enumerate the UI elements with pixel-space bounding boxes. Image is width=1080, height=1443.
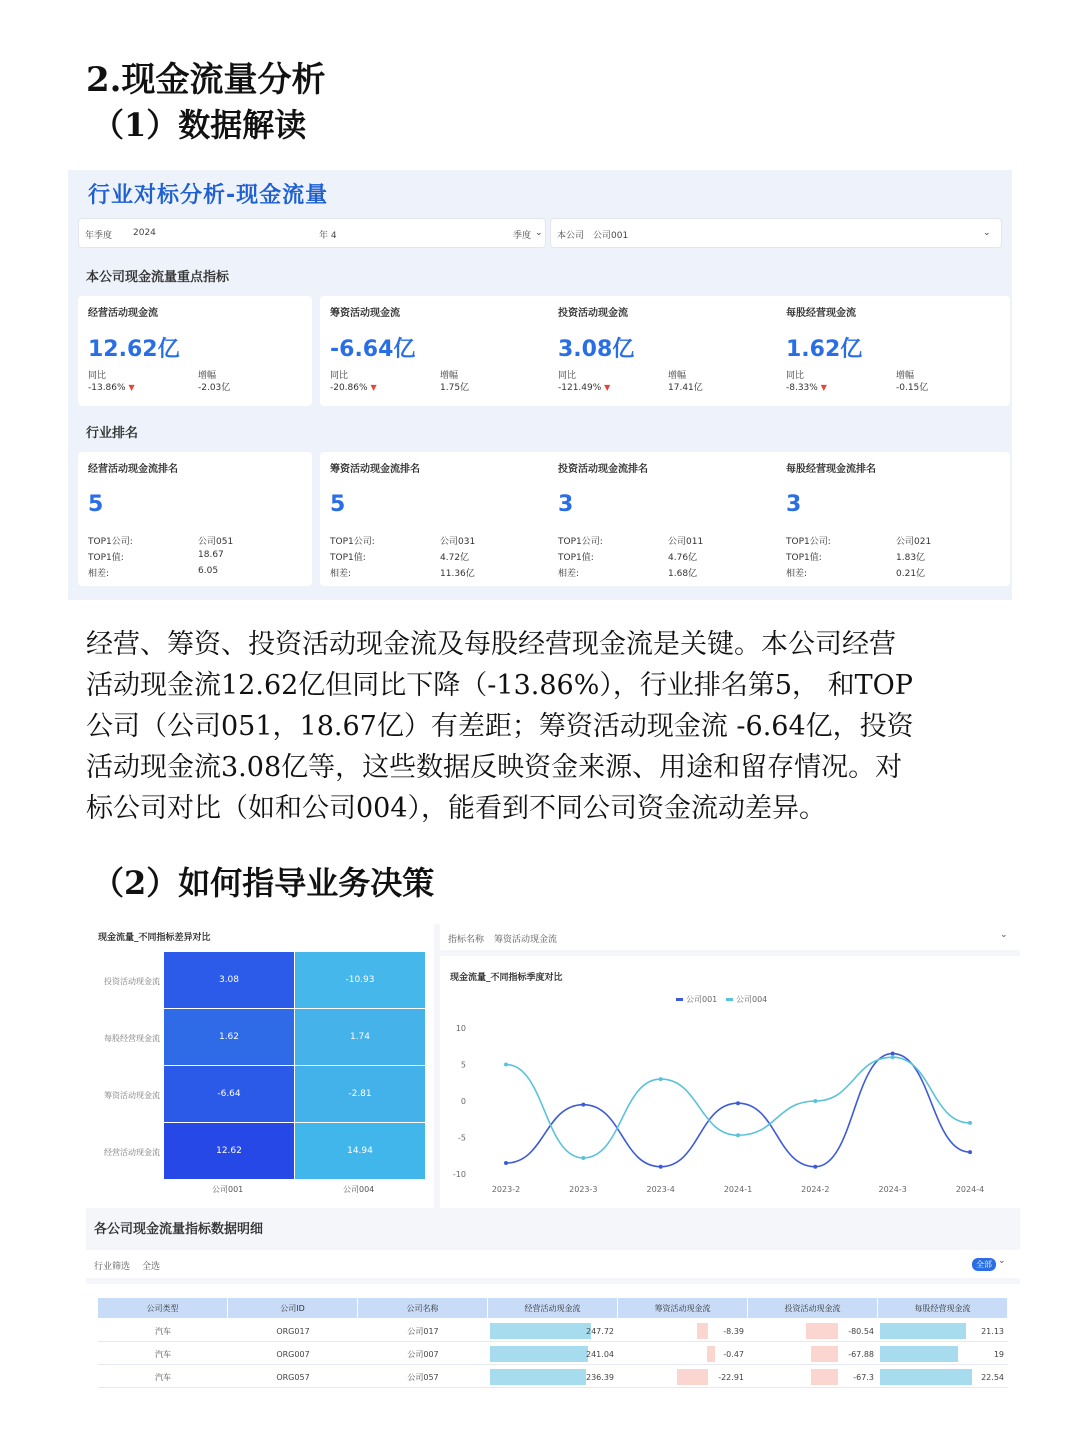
down-arrow-icon: ▼ — [604, 383, 611, 392]
heatmap-row-label: 每股经营现金流 — [104, 1034, 160, 1043]
x-tick-label: 2024-1 — [723, 1185, 753, 1194]
yoy-label: 同比 — [330, 371, 349, 381]
table-cell: -67.88 — [848, 1349, 874, 1359]
kpi-value: 1.62亿 — [786, 337, 863, 362]
data-point[interactable] — [659, 1165, 663, 1169]
data-point[interactable] — [891, 1052, 895, 1056]
top1-company-label: TOP1公司: — [786, 537, 831, 547]
y-tick-label: 10 — [455, 1024, 466, 1033]
down-arrow-icon: ▼ — [370, 383, 377, 392]
kpi-title: 投资活动现金流 — [558, 308, 628, 319]
yoy-label: 同比 — [786, 371, 805, 381]
heatmap-row-label: 投资活动现金流 — [104, 977, 160, 986]
indicator-label: 指标名称 — [448, 935, 485, 945]
x-tick-label: 2024-2 — [801, 1185, 830, 1194]
filter-quarter: 季度 — [513, 231, 532, 241]
line-chart — [440, 956, 1020, 1208]
paragraph-line: 活动现金流12.62亿但同比下降（-13.86%），行业排名第5， 和TOP — [86, 670, 913, 701]
top1-company-label: TOP1公司: — [88, 537, 133, 547]
yoy-label: 同比 — [88, 371, 107, 381]
x-tick-label: 2023-3 — [569, 1185, 598, 1194]
rank-card — [78, 452, 312, 586]
chevron-down-icon: ⌄ — [983, 228, 991, 238]
yoy-label: 同比 — [558, 371, 577, 381]
table-header[interactable]: 公司类型 — [98, 1298, 228, 1318]
heatmap-col-label: 公司001 — [212, 1185, 244, 1194]
top1-value-label: TOP1值: — [786, 553, 822, 563]
top1-value-label: TOP1值: — [88, 553, 124, 563]
rank-value: 5 — [88, 492, 104, 517]
data-point[interactable] — [736, 1101, 740, 1105]
kpi-title: 经营活动现金流 — [88, 308, 158, 319]
heatmap-cell: -2.81 — [295, 1066, 425, 1122]
detail-title: 各公司现金流量指标数据明细 — [94, 1222, 264, 1237]
x-tick-label: 2024-3 — [878, 1185, 907, 1194]
filter-label: 年季度 — [85, 231, 113, 241]
filter-label: 本公司 — [557, 231, 585, 241]
inc-label: 增幅 — [668, 371, 687, 381]
yoy-value: -13.86% ▼ — [88, 383, 135, 393]
table-header[interactable]: 公司ID — [228, 1298, 358, 1318]
gap-label: 相差: — [88, 569, 110, 579]
top1-value-label: TOP1值: — [330, 553, 366, 563]
x-tick-label: 2024-4 — [955, 1185, 985, 1194]
gap-value: 0.21亿 — [896, 569, 926, 579]
top1-company-label: TOP1公司: — [330, 537, 375, 547]
paragraph-line: 标公司对比（如和公司004），能看到不同公司资金流动差异。 — [86, 793, 827, 824]
inc-value: 17.41亿 — [668, 383, 703, 393]
table-cell: -0.47 — [723, 1349, 744, 1359]
heatmap-cell: 14.94 — [295, 1123, 425, 1179]
data-point[interactable] — [813, 1099, 817, 1103]
company-filter[interactable] — [550, 218, 1002, 248]
heatmap-row-label: 筹资活动现金流 — [104, 1091, 160, 1100]
heatmap-title: 现金流量_不同指标差异对比 — [98, 933, 211, 943]
dashboard-screenshot — [68, 170, 1012, 600]
data-point[interactable] — [736, 1133, 740, 1137]
table-header[interactable]: 每股经营现金流 — [878, 1298, 1008, 1318]
rank-section-title: 行业排名 — [86, 426, 139, 441]
heatmap-cell: 1.62 — [164, 1009, 294, 1065]
kpi-card — [78, 296, 312, 406]
interpretation-paragraph — [86, 624, 996, 829]
kpi-value: -6.64亿 — [330, 337, 416, 362]
inc-label: 增幅 — [896, 371, 915, 381]
heatmap-cell: -10.93 — [295, 952, 425, 1008]
inc-value: 1.75亿 — [440, 383, 470, 393]
subsection-heading-interpretation: （1）数据解读 — [92, 106, 307, 144]
top1-company-label: TOP1公司: — [558, 537, 603, 547]
data-point[interactable] — [504, 1161, 508, 1165]
chevron-down-icon: ⌄ — [1000, 930, 1008, 940]
inc-label: 增幅 — [440, 371, 459, 381]
table-cell: -67.3 — [853, 1372, 874, 1382]
rank-value: 3 — [786, 492, 802, 517]
data-point[interactable] — [504, 1063, 508, 1067]
indicator-value: 筹资活动现金流 — [494, 935, 558, 945]
all-badge[interactable]: 全部 — [972, 1258, 996, 1271]
table-cell: -22.91 — [718, 1372, 744, 1382]
rank-value: 3 — [558, 492, 574, 517]
gap-label: 相差: — [330, 569, 352, 579]
data-point[interactable] — [659, 1077, 663, 1081]
table-cell: 汽车 — [155, 1349, 171, 1359]
y-tick-label: -5 — [458, 1133, 466, 1143]
x-tick-label: 2023-2 — [491, 1185, 521, 1194]
rank-title: 投资活动现金流排名 — [558, 464, 648, 475]
heatmap-col-label: 公司004 — [343, 1185, 375, 1194]
table-cell: ORG007 — [276, 1349, 310, 1359]
industry-filter-value: 全选 — [142, 1262, 161, 1272]
data-point[interactable] — [581, 1156, 585, 1160]
top1-value: 18.67 — [198, 550, 224, 560]
x-tick-label: 2023-4 — [646, 1185, 675, 1194]
top1-company: 公司051 — [198, 537, 234, 547]
yoy-value: -8.33% ▼ — [786, 383, 827, 393]
down-arrow-icon: ▼ — [128, 383, 135, 392]
legend-swatch[interactable] — [726, 998, 733, 1001]
table-cell: 汽车 — [155, 1372, 171, 1382]
kpi-value: 3.08亿 — [558, 337, 635, 362]
data-point[interactable] — [581, 1103, 585, 1107]
series-line — [506, 1054, 970, 1167]
table-cell: ORG057 — [276, 1372, 310, 1382]
inc-value: -0.15亿 — [896, 383, 929, 393]
paragraph-line: 活动现金流3.08亿等，这些数据反映资金来源、用途和留存情况。对 — [86, 752, 903, 783]
rank-card — [320, 452, 554, 586]
industry-filter-label: 行业筛选 — [94, 1262, 131, 1272]
line-chart-panel — [440, 956, 1020, 1208]
table-cell: -80.54 — [848, 1326, 874, 1336]
table-cell: 汽车 — [155, 1326, 171, 1336]
down-arrow-icon: ▼ — [820, 383, 827, 392]
rank-title: 经营活动现金流排名 — [88, 464, 178, 475]
heatmap-cell: -6.64 — [164, 1066, 294, 1122]
rank-value: 5 — [330, 492, 346, 517]
gap-value: 1.68亿 — [668, 569, 698, 579]
table-cell: 19 — [993, 1349, 1004, 1359]
data-point[interactable] — [968, 1121, 972, 1125]
filter-company-value: 公司001 — [593, 231, 629, 241]
top1-value: 1.83亿 — [896, 553, 926, 563]
table-cell: 21.13 — [981, 1326, 1004, 1336]
kpi-title: 每股经营现金流 — [786, 308, 856, 319]
year-quarter-filter[interactable] — [78, 218, 546, 248]
chevron-down-icon: ⌄ — [998, 1256, 1006, 1266]
industry-filter[interactable] — [86, 1250, 1020, 1278]
gap-label: 相差: — [786, 569, 808, 579]
gap-value: 6.05 — [198, 566, 219, 576]
kpi-value: 12.62亿 — [88, 337, 180, 362]
table-header[interactable]: 公司名称 — [358, 1298, 488, 1318]
top1-value: 4.72亿 — [440, 553, 470, 563]
table-header[interactable]: 筹资活动现金流 — [618, 1298, 748, 1318]
top1-value-label: TOP1值: — [558, 553, 594, 563]
kpi-card — [548, 296, 782, 406]
dashboard2-screenshot — [86, 924, 1020, 1390]
top1-value: 4.76亿 — [668, 553, 698, 563]
gap-value: 11.36亿 — [440, 569, 475, 579]
table-cell: 22.54 — [981, 1372, 1004, 1382]
heatmap-cell: 12.62 — [164, 1123, 294, 1179]
heatmap-row-label: 经营活动现金流 — [104, 1148, 160, 1157]
y-tick-label: 5 — [460, 1060, 466, 1070]
filter-year-value: 2024 — [133, 228, 156, 238]
table-cell: 公司057 — [407, 1372, 439, 1382]
rank-title: 每股经营现金流排名 — [786, 464, 876, 475]
top1-company: 公司031 — [440, 537, 476, 547]
gap-label: 相差: — [558, 569, 580, 579]
rank-title: 筹资活动现金流排名 — [330, 464, 420, 475]
indicator-filter[interactable] — [440, 924, 1020, 950]
top1-company: 公司011 — [668, 537, 704, 547]
table-cell: 公司017 — [407, 1326, 439, 1336]
table-cell: ORG017 — [276, 1326, 310, 1336]
line-chart-title: 现金流量_不同指标季度对比 — [450, 973, 563, 983]
chevron-down-icon: ⌄ — [535, 228, 543, 238]
y-tick-label: -10 — [452, 1170, 466, 1179]
data-point[interactable] — [968, 1150, 972, 1154]
filter-year-unit: 年 4 — [319, 231, 337, 241]
table-header[interactable]: 经营活动现金流 — [488, 1298, 618, 1318]
paragraph-line: 经营、筹资、投资活动现金流及每股经营现金流是关键。本公司经营 — [86, 629, 896, 660]
kpi-card — [776, 296, 1010, 406]
legend-swatch[interactable] — [676, 998, 683, 1001]
table-cell: 241.04 — [586, 1349, 614, 1359]
table-cell: 236.39 — [586, 1372, 614, 1382]
section-heading: 2.现金流量分析 — [86, 60, 326, 100]
yoy-value: -121.49% ▼ — [558, 383, 611, 393]
data-point[interactable] — [891, 1055, 895, 1059]
data-point[interactable] — [813, 1165, 817, 1169]
table-cell: -8.39 — [723, 1326, 744, 1336]
legend-label[interactable]: 公司004 — [736, 995, 768, 1004]
heatmap-cell: 3.08 — [164, 952, 294, 1008]
legend-label[interactable]: 公司001 — [686, 995, 718, 1004]
dashboard-title: 行业对标分析-现金流量 — [88, 183, 329, 208]
table-header[interactable]: 投资活动现金流 — [748, 1298, 878, 1318]
inc-value: -2.03亿 — [198, 383, 231, 393]
series-line — [506, 1057, 970, 1158]
kpi-section-title: 本公司现金流量重点指标 — [86, 270, 230, 285]
table-cell: 公司007 — [407, 1349, 439, 1359]
rank-card — [776, 452, 1010, 586]
rank-card — [548, 452, 782, 586]
subsection-heading-decisions: （2）如何指导业务决策 — [92, 864, 435, 902]
paragraph-line: 公司（公司051，18.67亿）有差距；筹资活动现金流 -6.64亿，投资 — [86, 711, 914, 742]
inc-label: 增幅 — [198, 371, 217, 381]
kpi-card — [320, 296, 554, 406]
yoy-value: -20.86% ▼ — [330, 383, 377, 393]
y-tick-label: 0 — [460, 1097, 466, 1106]
heatmap-cell: 1.74 — [295, 1009, 425, 1065]
kpi-title: 筹资活动现金流 — [330, 308, 400, 319]
top1-company: 公司021 — [896, 537, 932, 547]
table-cell: 247.72 — [586, 1326, 614, 1336]
heatmap-panel — [86, 924, 434, 1208]
